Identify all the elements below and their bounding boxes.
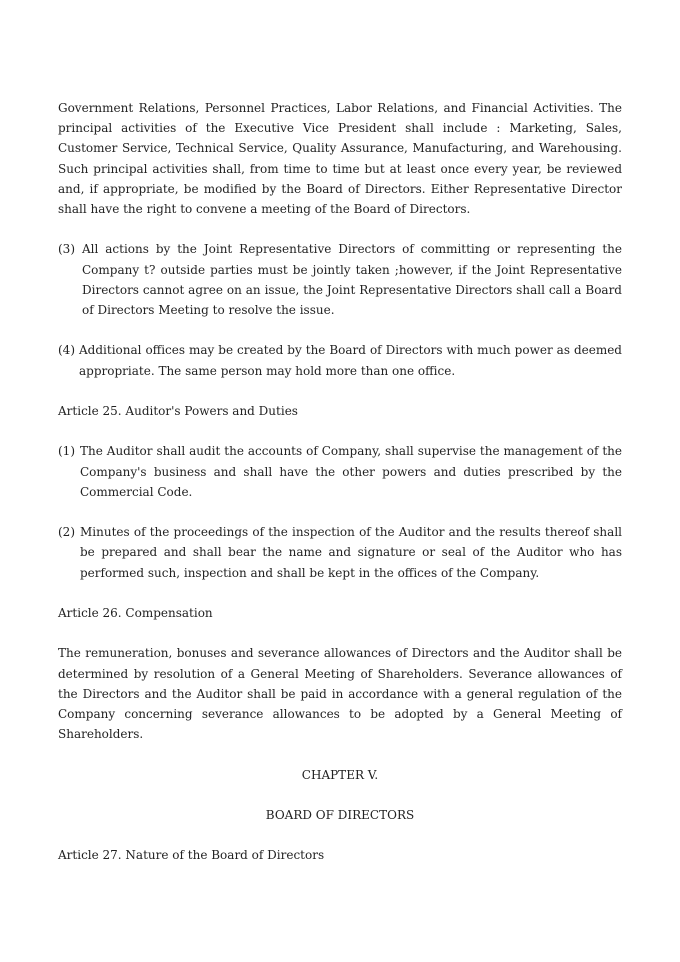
- spacer: [58, 583, 622, 603]
- article24-item-3: [58, 239, 622, 320]
- article26-heading: Article 26. Compensation: [58, 605, 213, 620]
- document-page: [58, 98, 622, 866]
- spacer: [58, 502, 622, 522]
- article25-heading: Article 25. Auditor's Powers and Duties: [58, 404, 298, 418]
- spacer: [58, 825, 622, 845]
- chapter-subtitle: BOARD OF DIRECTORS: [265, 807, 415, 822]
- spacer: [58, 320, 622, 340]
- intro-paragraph: Government Relations, Personnel Practices, Labor Relations, and Financial Activities. The principal activities of the Executive Vice President shall include : Marketing, Sales, Customer Service, Technical Service, Quality Assurance, Manufacturing, and Warehousing. Such principal activities shall, from time to time but at least once every year, be reviewed and, if appropriate, be modified by the Board of Directors. Either Representative Director shall have the right to convene a meeting of the Board of Directors.: [58, 101, 622, 217]
- article24-item-4: [58, 340, 622, 380]
- item-number: (4): [58, 343, 75, 358]
- spacer: [58, 381, 622, 401]
- spacer: [58, 219, 622, 239]
- item-text: Minutes of the proceedings of the inspection of the Auditor and the results thereof shall be prepared and shall bear the name and signature or seal of the Auditor who has performed such, inspection and shall be kept in the offices of the Company.: [80, 525, 622, 580]
- article25-item-2: [58, 522, 622, 583]
- chapter-title: CHAPTER V.: [301, 767, 379, 782]
- item-text: The Auditor shall audit the accounts of Company, shall supervise the management of the Company's business and shall have the other powers and duties prescribed by the Commercial Code.: [80, 444, 622, 499]
- item-number: (1): [58, 444, 75, 459]
- item-number: (3): [58, 242, 75, 257]
- article25-item-1: [58, 441, 622, 502]
- spacer: [58, 785, 622, 805]
- spacer: [58, 623, 622, 643]
- spacer: [58, 744, 622, 764]
- article27-heading: Article 27. Nature of the Board of Directors: [58, 848, 325, 863]
- item-number: (2): [58, 525, 75, 540]
- item-text: Additional offices may be created by the Board of Directors with much power as deemed appropriate. The same person may hold more than one office.: [79, 343, 622, 378]
- spacer: [58, 421, 622, 441]
- article26-paragraph: The remuneration, bonuses and severance allowances of Directors and the Auditor shall be determined by resolution of a General Meeting of Shareholders. Severance allowances of the Directors and the Auditor shall be paid in accordance with a general regulation of the Company concerning severance allowances to be adopted by a General Meeting of Shareholders.: [58, 646, 622, 742]
- item-text: All actions by the Joint Representative Directors of committing or representing the Company t? outside parties must be jointly taken ;however, if the Joint Representative Directors cannot agree on an issue, the Joint Representative Directors shall call a Board of Directors Meeting to resolve the issue.: [82, 242, 622, 318]
